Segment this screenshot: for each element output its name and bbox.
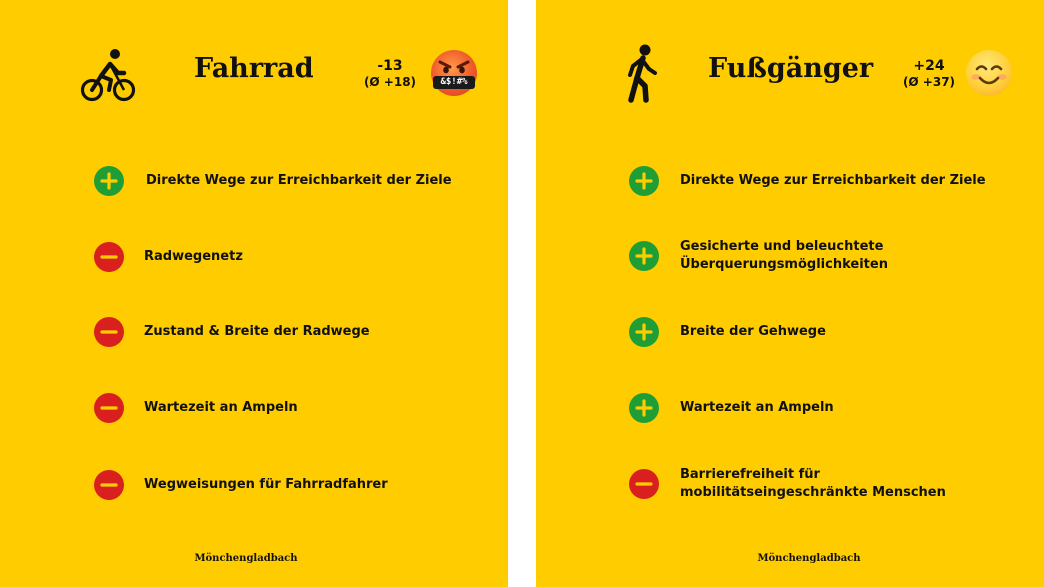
card-fussgaenger [536,0,1044,587]
item-label: Wartezeit an Ampeln [680,400,834,415]
card-title: Fahrrad [194,53,314,84]
item-label [680,236,888,276]
item-label: Direkte Wege zur Erreichbarkeit der Ziele [680,173,986,188]
minus-icon [94,242,124,272]
card-fahrrad [0,0,508,587]
footer-city: Mönchengladbach [194,553,298,564]
score-display [894,58,964,90]
score-average: (Ø +18) [363,75,417,89]
score-display [355,58,425,90]
item-label: Breite der Gehwege [680,324,826,339]
plus-icon [629,241,659,271]
plus-icon [94,166,124,196]
smiling-face-emoji [966,50,1012,96]
minus-icon [629,469,659,499]
item-label-line: Barrierefreiheit für [680,467,820,482]
minus-icon [94,317,124,347]
pedestrian-icon [624,44,658,108]
minus-icon [94,470,124,500]
item-label-line: Überquerungsmöglichkeiten [680,257,888,272]
grawlix-text: &$!#% [433,76,475,89]
item-label-line: Gesicherte und beleuchtete [680,239,884,254]
bicycle-icon [80,47,138,109]
minus-icon [94,393,124,423]
score-value: -13 [377,58,403,74]
item-label: Direkte Wege zur Erreichbarkeit der Ziele [146,173,452,188]
item-label-line: mobilitätseingeschränkte Menschen [680,485,946,500]
plus-icon [629,166,659,196]
item-label [680,464,946,504]
score-average: (Ø +37) [902,75,956,89]
item-label: Wegweisungen für Fahrradfahrer [144,477,388,492]
item-label: Radwegenetz [144,249,243,264]
item-label: Wartezeit an Ampeln [144,400,298,415]
card-title: Fußgänger [708,53,874,84]
plus-icon [629,317,659,347]
angry-face-emoji [431,50,477,96]
footer-city: Mönchengladbach [757,553,861,564]
score-value: +24 [913,58,945,74]
item-label: Zustand & Breite der Radwege [144,324,370,339]
plus-icon [629,393,659,423]
